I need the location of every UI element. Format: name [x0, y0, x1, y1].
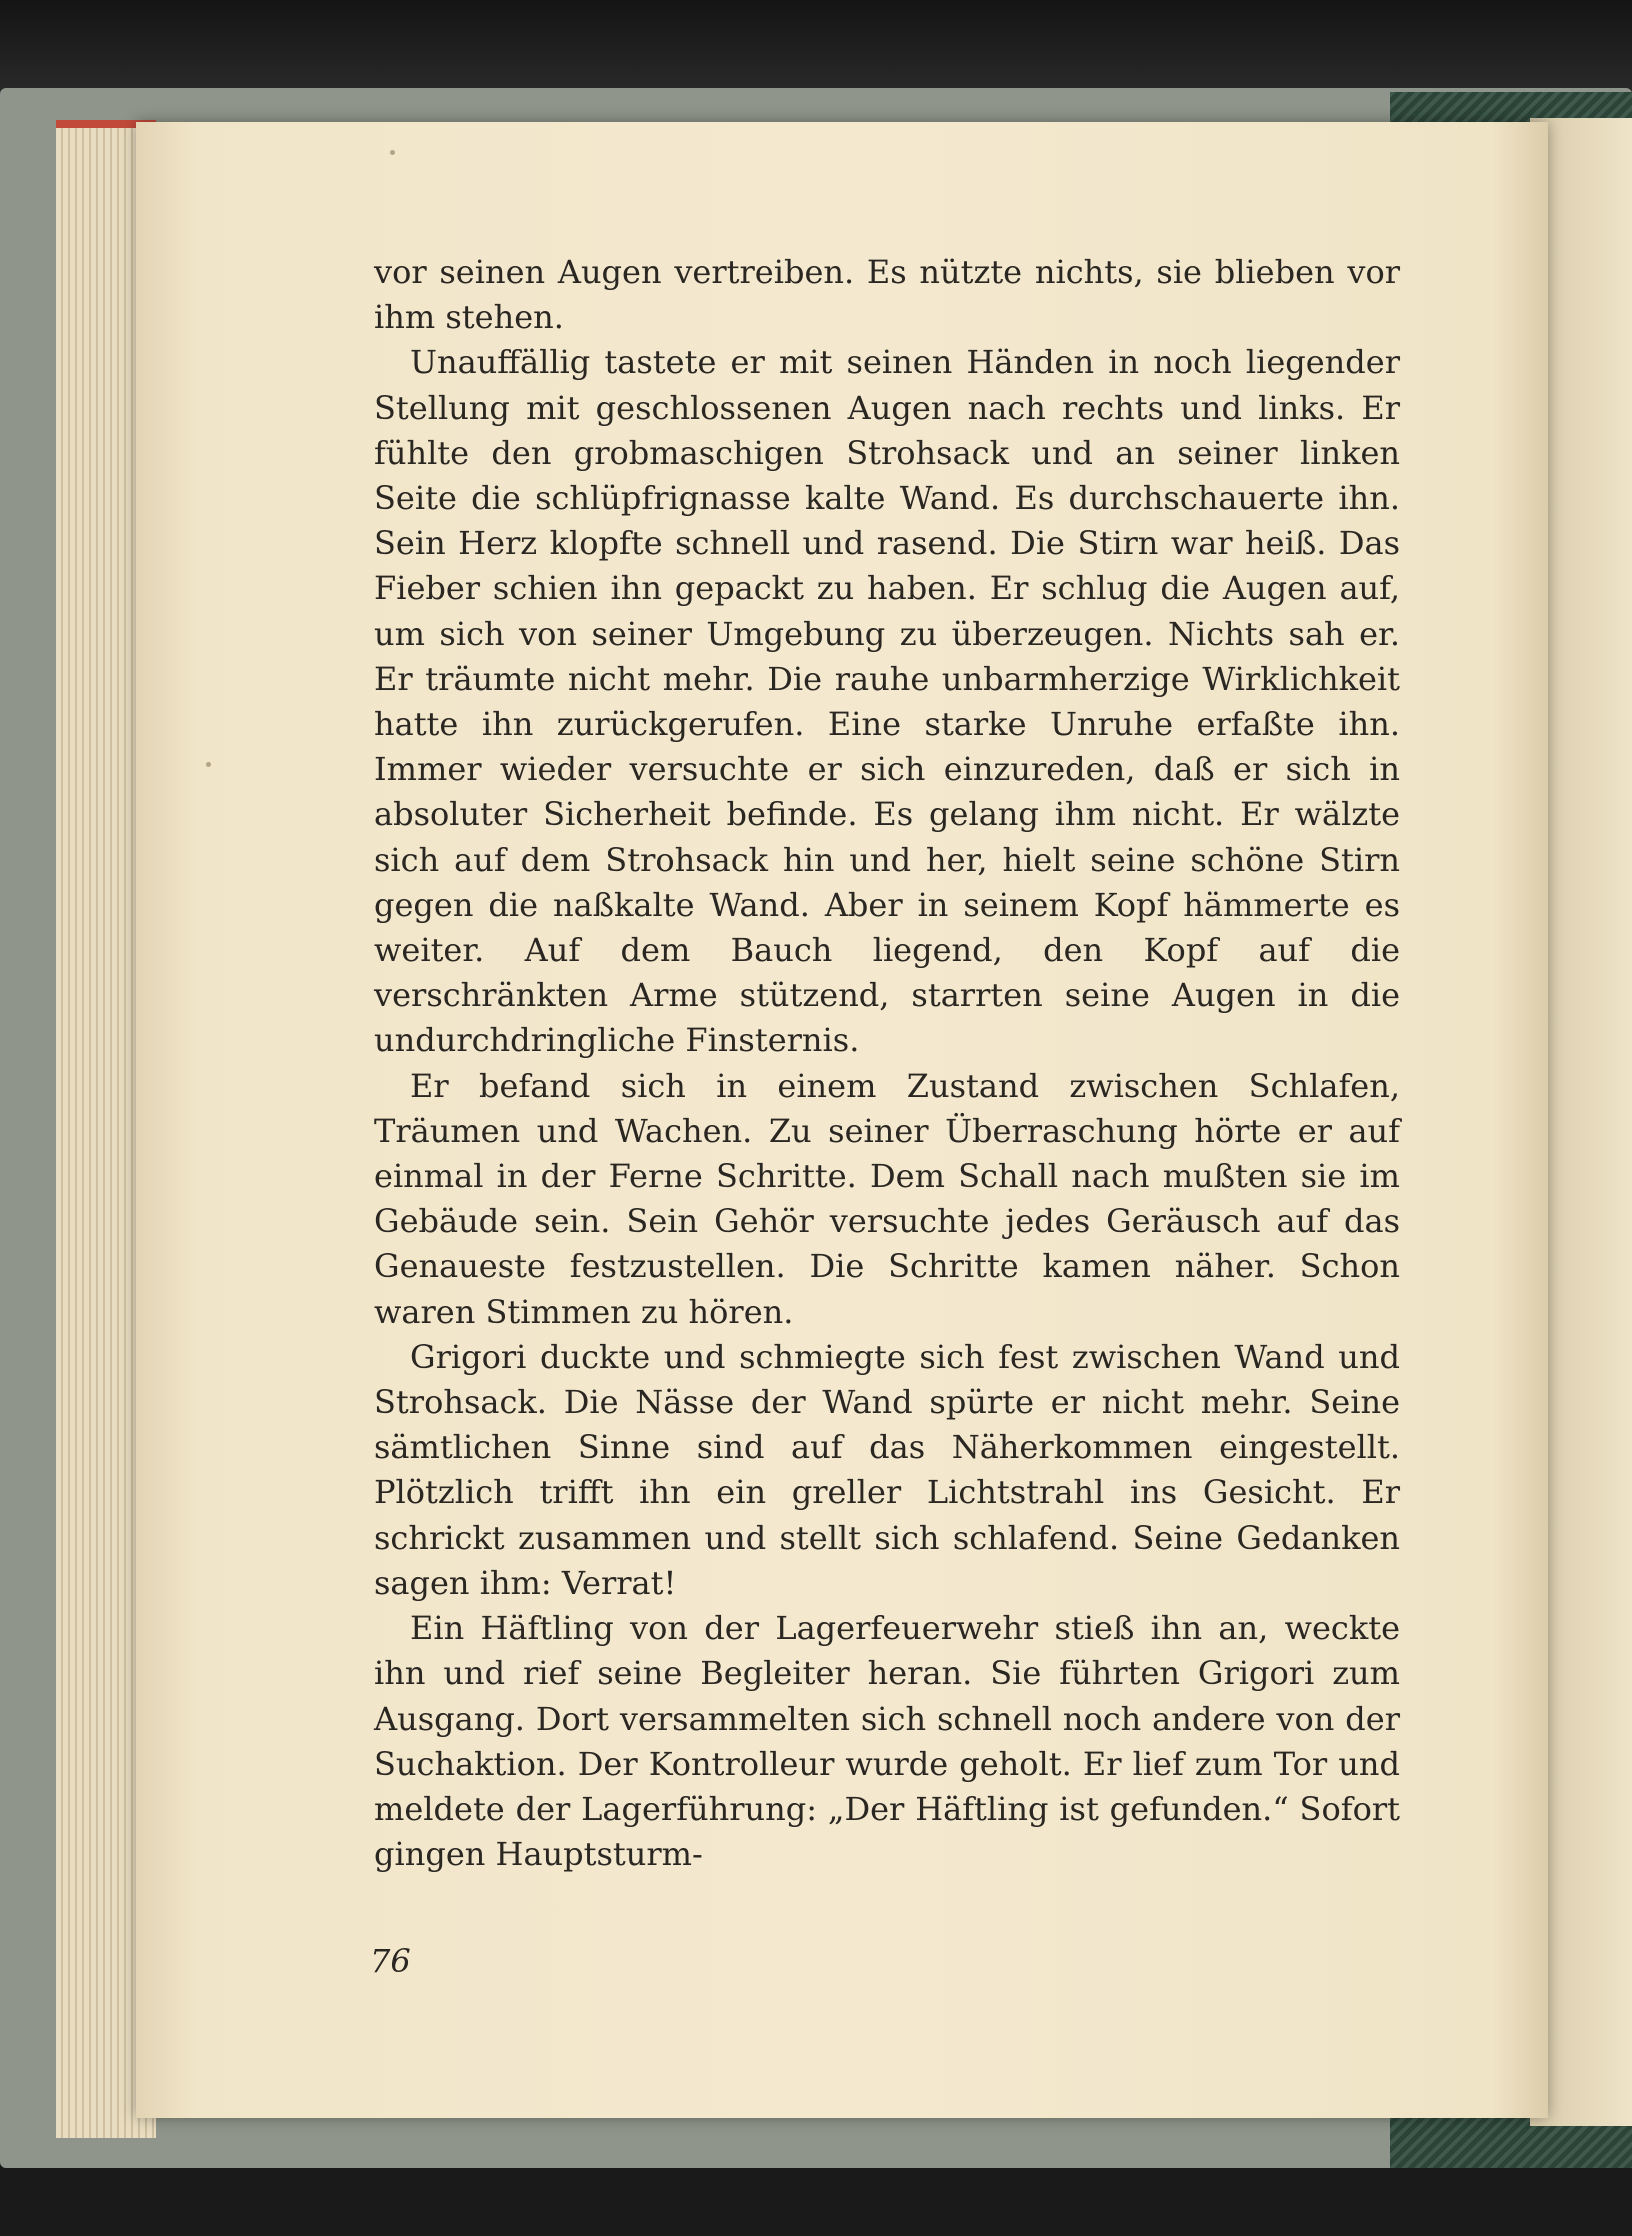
- paper-speck: [390, 150, 395, 155]
- background-shadow: [0, 0, 1632, 96]
- paragraph: Grigori duckte und schmiegte sich fest zwischen Wand und Strohsack. Die Nässe der Wand spürte er nicht mehr. Seine sämtlichen Sinne sind auf das Näherkommen eingestellt. Plötzlich trifft ihn ein greller Lichtstrahl ins Gesicht. Er schrickt zusammen und stellt sich schlafend. Seine Gedanken sagen ihm: Verrat!: [374, 1337, 1400, 1602]
- paragraph: Unauffällig tastete er mit seinen Händen in noch liegender Stellung mit geschlossenen Augen nach rechts und links. Er fühlte den grobmaschigen Strohsack und an seiner linken Seite die schlüpfrignasse kalte Wand. Es durchschauerte ihn. Sein Herz klopfte schnell und rasend. Die Stirn war heiß. Das Fieber schien ihn gepackt zu haben. Er schlug die Augen auf, um sich von seiner Umgebung zu überzeugen. Nichts sah er. Er träumte nicht mehr. Die rauhe unbarmherzige Wirklichkeit hatte ihn zurückgerufen. Eine starke Unruhe erfaßte ihn. Immer wieder versuchte er sich einzureden, daß er sich in absoluter Sicherheit befinde. Es gelang ihm nicht. Er wälzte sich auf dem Strohsack hin und her, hielt seine schöne Stirn gegen die naßkalte Wand. Aber in seinem Kopf hämmerte es weiter. Auf dem Bauch liegend, den Kopf auf die verschränkten Arme stützend, starrten seine Augen in die undurchdringliche Finsternis.: [374, 343, 1400, 1060]
- page-body-text: [374, 250, 1400, 1877]
- paper-speck: [206, 762, 211, 767]
- paragraph: vor seinen Augen vertreiben. Es nützte nichts, sie blieben vor ihm stehen.: [374, 253, 1400, 337]
- paragraph: Ein Häftling von der Lagerfeuerwehr stieß ihn an, weckte ihn und rief seine Begleiter heran. Sie führten Grigori zum Ausgang. Dort versammelten sich schnell noch andere von der Suchaktion. Der Kontrolleur wurde geholt. Er lief zum Tor und meldete der Lagerführung: „Der Häftling ist gefunden.“ Sofort gingen Hauptsturm-: [374, 1609, 1400, 1874]
- page-number: 76: [370, 1942, 411, 1980]
- paragraph: Er befand sich in einem Zustand zwischen Schlafen, Träumen und Wachen. Zu seiner Überraschung hörte er auf einmal in der Ferne Schritte. Dem Schall nach mußten sie im Gebäude sein. Sein Gehör versuchte jedes Geräusch auf das Genaueste festzustellen. Die Schritte kamen näher. Schon waren Stimmen zu hören.: [374, 1066, 1400, 1331]
